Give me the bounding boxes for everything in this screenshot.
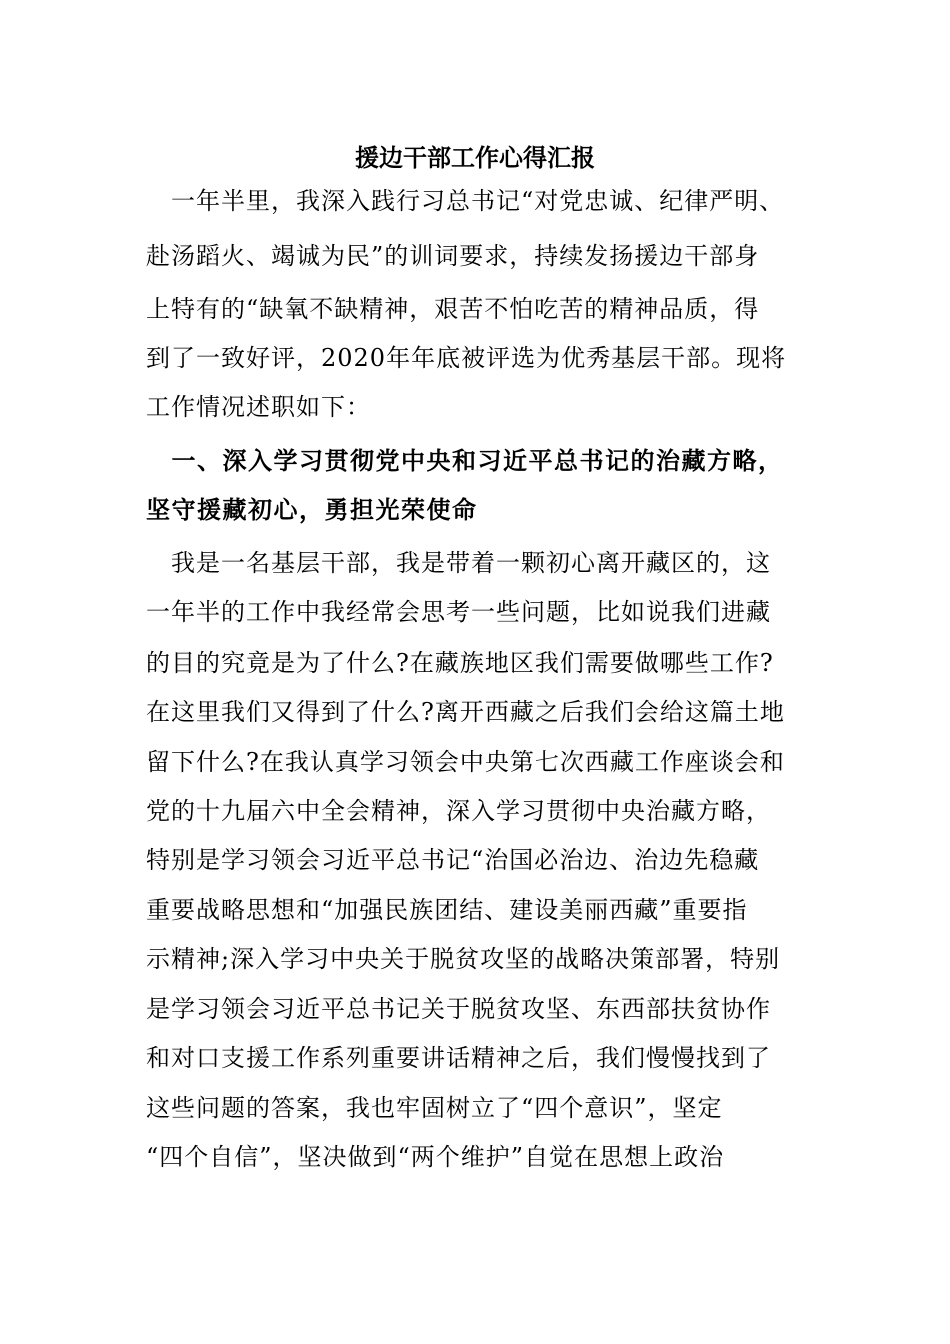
paragraph-line: 特别是学习领会习近平总书记“治国必治边、治边先稳藏 (146, 846, 760, 874)
paragraph-line: 一年半的工作中我经常会思考一些问题，比如说我们进藏 (146, 598, 771, 626)
section-heading-line: 坚守援藏初心，勇担光荣使命 (146, 496, 478, 524)
paragraph-line: 重要战略思想和“加强民族团结、建设美丽西藏”重要指 (146, 896, 748, 924)
paragraph-line: 工作情况述职如下： (146, 393, 371, 421)
section-heading-line: 一、深入学习贯彻党中央和习近平总书记的治藏方略， (146, 447, 784, 475)
paragraph-line: 一年半里，我深入践行习总书记“对党忠诚、纪律严明、 (146, 187, 785, 215)
paragraph-line: 留下什么?在我认真学习领会中央第七次西藏工作座谈会和 (146, 748, 785, 776)
paragraph-line: 是学习领会习近平总书记关于脱贫攻坚、东西部扶贫协作 (146, 995, 771, 1023)
paragraph-line: 赴汤蹈火、竭诚为民”的训词要求，持续发扬援边干部身 (146, 242, 760, 270)
paragraph-line: 示精神;深入学习中央关于脱贫攻坚的战略决策部署，特别 (146, 945, 781, 973)
paragraph-line: 到了一致好评，2020年年底被评选为优秀基层干部。现将 (146, 344, 787, 372)
paragraph-line: 党的十九届六中全会精神，深入学习贯彻中央治藏方略， (146, 797, 771, 825)
paragraph-line: “四个自信”，坚决做到“两个维护”自觉在思想上政治 (146, 1143, 725, 1171)
paragraph-line: 的目的究竟是为了什么?在藏族地区我们需要做哪些工作? (146, 649, 774, 677)
paragraph-line: 和对口支援工作系列重要讲话精神之后，我们慢慢找到了 (146, 1044, 771, 1072)
paragraph-line: 上特有的“缺氧不缺精神，艰苦不怕吃苦的精神品质，得 (146, 295, 760, 323)
paragraph-line: 在这里我们又得到了什么?离开西藏之后我们会给这篇土地 (146, 698, 785, 726)
paragraph-line: 我是一名基层干部，我是带着一颗初心离开藏区的，这 (146, 549, 771, 577)
paragraph-line: 这些问题的答案，我也牢固树立了“四个意识”，坚定 (146, 1094, 723, 1122)
document-title: 援边干部工作心得汇报 (355, 143, 595, 172)
